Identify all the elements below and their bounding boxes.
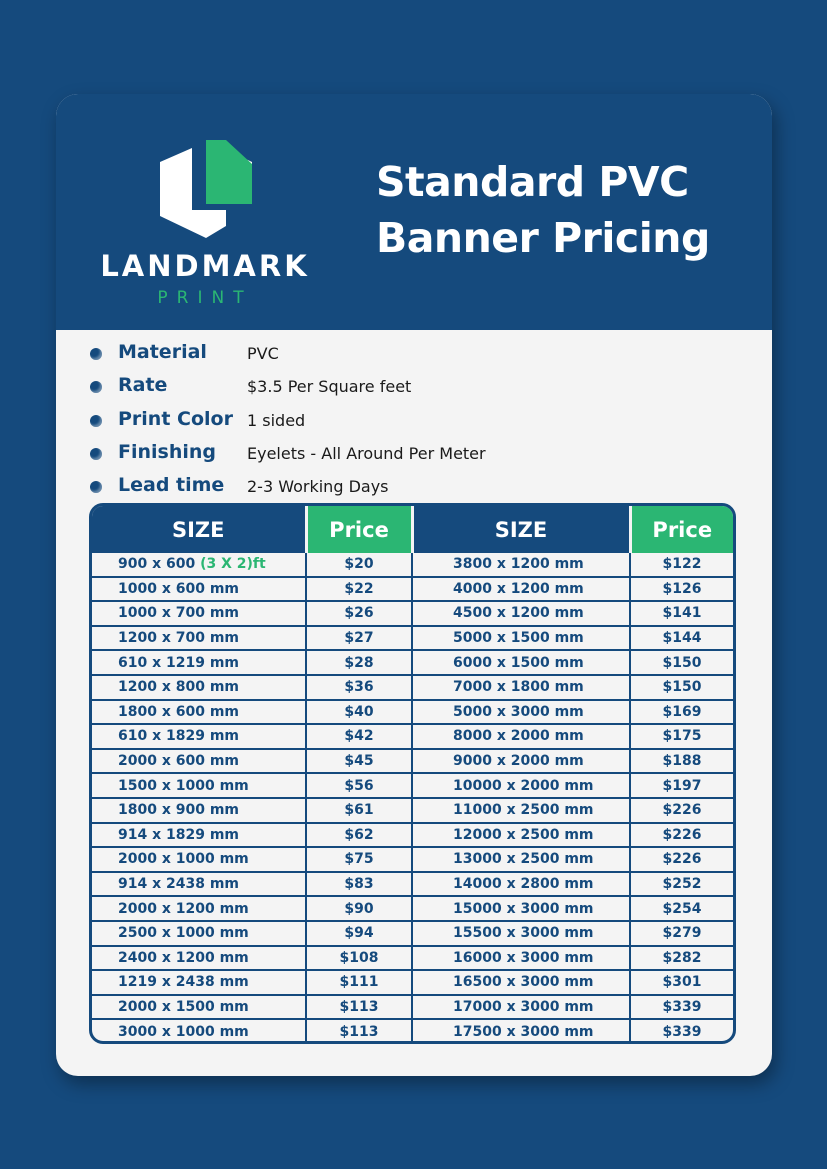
spec-value: PVC <box>247 344 279 363</box>
spec-row-rate <box>88 371 748 404</box>
price-cell: $45 <box>306 749 412 774</box>
spec-list <box>88 338 748 504</box>
title-line-2: Banner Pricing <box>376 214 710 262</box>
price-cell: $254 <box>630 896 733 921</box>
size-cell: 15500 x 3000 mm <box>412 921 630 946</box>
price-cell: $150 <box>630 650 733 675</box>
size-cell: 1000 x 600 mm <box>92 577 306 602</box>
price-cell: $90 <box>306 896 412 921</box>
table-row <box>92 749 733 774</box>
spec-row-material <box>88 338 748 371</box>
size-cell: 17000 x 3000 mm <box>412 995 630 1020</box>
price-cell: $226 <box>630 847 733 872</box>
size-cell: 4500 x 1200 mm <box>412 601 630 626</box>
size-cell: 16500 x 3000 mm <box>412 970 630 995</box>
bullet-icon <box>90 415 102 427</box>
table-row <box>92 601 733 626</box>
size-cell: 610 x 1219 mm <box>92 650 306 675</box>
price-cell: $126 <box>630 577 733 602</box>
size-cell: 2000 x 1000 mm <box>92 847 306 872</box>
spec-label: Finishing <box>118 440 217 463</box>
size-main-text: 900 x 600 <box>118 556 201 573</box>
spec-label: Material <box>118 341 207 363</box>
size-cell <box>92 553 306 577</box>
price-cell: $197 <box>630 773 733 798</box>
size-cell: 16000 x 3000 mm <box>412 946 630 971</box>
size-cell: 15000 x 3000 mm <box>412 896 630 921</box>
table-header-row <box>92 506 733 553</box>
price-cell: $94 <box>306 921 412 946</box>
size-cell: 11000 x 2500 mm <box>412 798 630 823</box>
price-cell: $169 <box>630 700 733 725</box>
spec-label: Print Color <box>118 407 233 430</box>
size-cell: 5000 x 1500 mm <box>412 626 630 651</box>
spec-value: Eyelets - All Around Per Meter <box>247 443 486 463</box>
column-header-price: Price <box>630 506 733 553</box>
size-cell: 914 x 2438 mm <box>92 872 306 897</box>
size-cell: 6000 x 1500 mm <box>412 650 630 675</box>
price-cell: $252 <box>630 872 733 897</box>
size-cell: 2000 x 600 mm <box>92 749 306 774</box>
title-line-1: Standard PVC <box>376 158 689 206</box>
size-cell: 5000 x 3000 mm <box>412 700 630 725</box>
size-cell: 2000 x 1500 mm <box>92 995 306 1020</box>
price-cell: $83 <box>306 872 412 897</box>
page-title <box>376 154 766 266</box>
size-cell: 2000 x 1200 mm <box>92 896 306 921</box>
price-cell: $188 <box>630 749 733 774</box>
price-table <box>89 503 736 1044</box>
table-row <box>92 650 733 675</box>
size-cell: 14000 x 2800 mm <box>412 872 630 897</box>
brand-name: LANDMARK <box>100 249 310 283</box>
price-cell: $75 <box>306 847 412 872</box>
price-cell: $122 <box>662 556 702 573</box>
size-cell: 1800 x 900 mm <box>92 798 306 823</box>
table-row <box>92 626 733 651</box>
column-header-price: Price <box>306 506 412 553</box>
price-cell: $113 <box>306 995 412 1020</box>
bullet-icon <box>90 448 102 460</box>
price-cell: $56 <box>306 773 412 798</box>
table-row <box>92 946 733 971</box>
table-row <box>92 675 733 700</box>
table-row <box>92 553 733 577</box>
table-row <box>92 773 733 798</box>
price-cell: $111 <box>306 970 412 995</box>
price-cell: $301 <box>630 970 733 995</box>
price-cell: $150 <box>630 675 733 700</box>
header-band <box>56 94 772 330</box>
table-row <box>92 798 733 823</box>
price-cell: $226 <box>630 798 733 823</box>
spec-value: 2-3 Working Days <box>247 477 389 497</box>
price-cell: $175 <box>630 724 733 749</box>
price-cell: $22 <box>306 577 412 602</box>
size-cell: 1000 x 700 mm <box>92 601 306 626</box>
price-cell: $279 <box>630 921 733 946</box>
price-cell: $144 <box>630 626 733 651</box>
table-row <box>92 896 733 921</box>
price-cell: $62 <box>306 823 412 848</box>
price-cell: $40 <box>306 700 412 725</box>
table-row <box>92 700 733 725</box>
price-cell: $61 <box>306 798 412 823</box>
size-cell: 2400 x 1200 mm <box>92 946 306 971</box>
bullet-icon <box>90 481 102 493</box>
table-row <box>92 823 733 848</box>
size-cell: 7000 x 1800 mm <box>412 675 630 700</box>
table-row <box>92 970 733 995</box>
size-cell: 610 x 1829 mm <box>92 724 306 749</box>
table-row <box>92 847 733 872</box>
spec-row-print-color <box>88 405 748 438</box>
price-cell: $339 <box>630 995 733 1020</box>
table-row <box>92 577 733 602</box>
size-cell: 3000 x 1000 mm <box>92 1019 306 1043</box>
spec-label: Rate <box>118 374 168 397</box>
price-cell: $42 <box>306 724 412 749</box>
price-cell: $282 <box>630 946 733 971</box>
size-cell: 10000 x 2000 mm <box>412 773 630 798</box>
spec-row-finishing <box>88 438 748 471</box>
size-cell: 914 x 1829 mm <box>92 823 306 848</box>
brand-subtitle: PRINT <box>157 288 253 308</box>
spec-value: $3.5 Per Square feet <box>247 377 412 397</box>
pricing-card <box>56 94 772 1076</box>
landmark-logo-icon <box>160 140 252 248</box>
price-cell: $339 <box>630 1019 733 1043</box>
price-cell: $226 <box>630 823 733 848</box>
size-cell: 2500 x 1000 mm <box>92 921 306 946</box>
price-cell: $27 <box>306 626 412 651</box>
price-cell: $141 <box>630 601 733 626</box>
size-cell: 1500 x 1000 mm <box>92 773 306 798</box>
price-cell: $113 <box>306 1019 412 1043</box>
size-cell: 8000 x 2000 mm <box>412 724 630 749</box>
table-row <box>92 724 733 749</box>
spec-row-lead-time <box>88 471 748 504</box>
bullet-icon <box>90 381 102 393</box>
spec-value: 1 sided <box>247 410 306 430</box>
table-row <box>92 1019 733 1043</box>
table-row <box>92 872 733 897</box>
spec-label: Lead time <box>118 474 225 497</box>
size-cell: 1800 x 600 mm <box>92 700 306 725</box>
price-cell: $36 <box>306 675 412 700</box>
size-cell: 1200 x 700 mm <box>92 626 306 651</box>
size-cell: 9000 x 2000 mm <box>412 749 630 774</box>
column-header-size: SIZE <box>412 506 630 553</box>
size-cell: 17500 x 3000 mm <box>412 1019 630 1043</box>
price-cell: $108 <box>306 946 412 971</box>
price-cell: $26 <box>306 601 412 626</box>
bullet-icon <box>90 348 102 360</box>
size-cell: 12000 x 2500 mm <box>412 823 630 848</box>
size-cell: 3800 x 1200 mm <box>412 553 630 577</box>
table-row <box>92 921 733 946</box>
size-cell: 4000 x 1200 mm <box>412 577 630 602</box>
price-cell: $20 <box>306 553 412 577</box>
price-cell: $28 <box>306 650 412 675</box>
size-cell: 13000 x 2500 mm <box>412 847 630 872</box>
size-cell: 1200 x 800 mm <box>92 675 306 700</box>
size-cell: 1219 x 2438 mm <box>92 970 306 995</box>
table-row <box>92 995 733 1020</box>
column-header-size: SIZE <box>92 506 306 553</box>
size-feet-note: (3 X 2)ft <box>200 556 266 573</box>
